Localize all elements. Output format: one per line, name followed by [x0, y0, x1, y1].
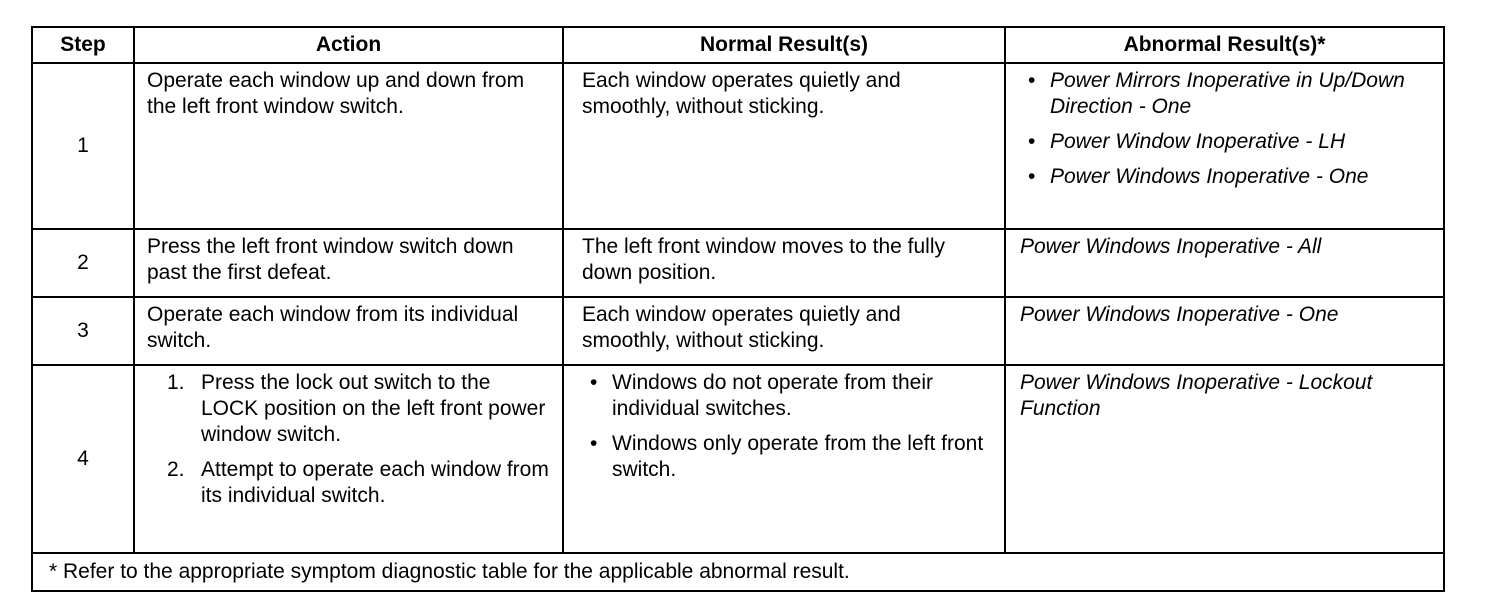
action-steps-cell	[134, 365, 563, 553]
normal-result-list	[582, 370, 994, 483]
normal-result-cell	[563, 365, 1005, 553]
abnormal-result-cell	[1005, 63, 1444, 229]
action-step-item	[147, 457, 552, 509]
table-row	[32, 63, 1444, 229]
abnormal-result-list	[1020, 68, 1433, 190]
footnote: * Refer to the appropriate symptom diagnostic table for the applicable abnormal result.	[32, 553, 1444, 591]
diagnostic-table	[31, 26, 1445, 592]
abnormal-result-text: Power Windows Inoperative - Lockout Function	[1005, 365, 1444, 553]
action-step-text: Press the lock out switch to the LOCK position on the left front power window switch.	[201, 371, 546, 446]
normal-result-item: • Windows do not operate from their individual switches.	[582, 370, 994, 422]
header-step: Step	[32, 27, 134, 63]
abnormal-result-item: • Power Mirrors Inoperative in Up/Down Direction - One	[1020, 68, 1433, 120]
table-row	[32, 365, 1444, 553]
step-number: 1	[32, 63, 134, 229]
header-normal-results: Normal Result(s)	[563, 27, 1005, 63]
step-number: 3	[32, 297, 134, 365]
abnormal-result-item: • Power Windows Inoperative - One	[1020, 164, 1433, 190]
action-steps-list	[147, 370, 552, 509]
normal-result-text: Each window operates quietly and smoothly, without sticking.	[563, 63, 1005, 229]
header-abnormal-results: Abnormal Result(s)*	[1005, 27, 1444, 63]
abnormal-result-text: Power Windows Inoperative - All	[1005, 229, 1444, 297]
action-text: Operate each window up and down from the left front window switch.	[134, 63, 563, 229]
header-action: Action	[134, 27, 563, 63]
header-row	[32, 27, 1444, 63]
step-number: 2	[32, 229, 134, 297]
action-step-text: Attempt to operate each window from its individual switch.	[201, 458, 549, 507]
action-step-item	[147, 370, 552, 448]
table-row	[32, 229, 1444, 297]
normal-result-text: The left front window moves to the fully down position.	[563, 229, 1005, 297]
step-number: 4	[32, 365, 134, 553]
normal-result-text: Each window operates quietly and smoothly, without sticking.	[563, 297, 1005, 365]
normal-result-item: • Windows only operate from the left front switch.	[582, 431, 994, 483]
action-text: Operate each window from its individual switch.	[134, 297, 563, 365]
action-text: Press the left front window switch down past the first defeat.	[134, 229, 563, 297]
action-step-number: 1.	[167, 371, 185, 394]
footnote-row	[32, 553, 1444, 591]
action-step-number: 2.	[167, 458, 185, 481]
abnormal-result-text: Power Windows Inoperative - One	[1005, 297, 1444, 365]
abnormal-result-item: • Power Window Inoperative - LH	[1020, 129, 1433, 155]
table-row	[32, 297, 1444, 365]
